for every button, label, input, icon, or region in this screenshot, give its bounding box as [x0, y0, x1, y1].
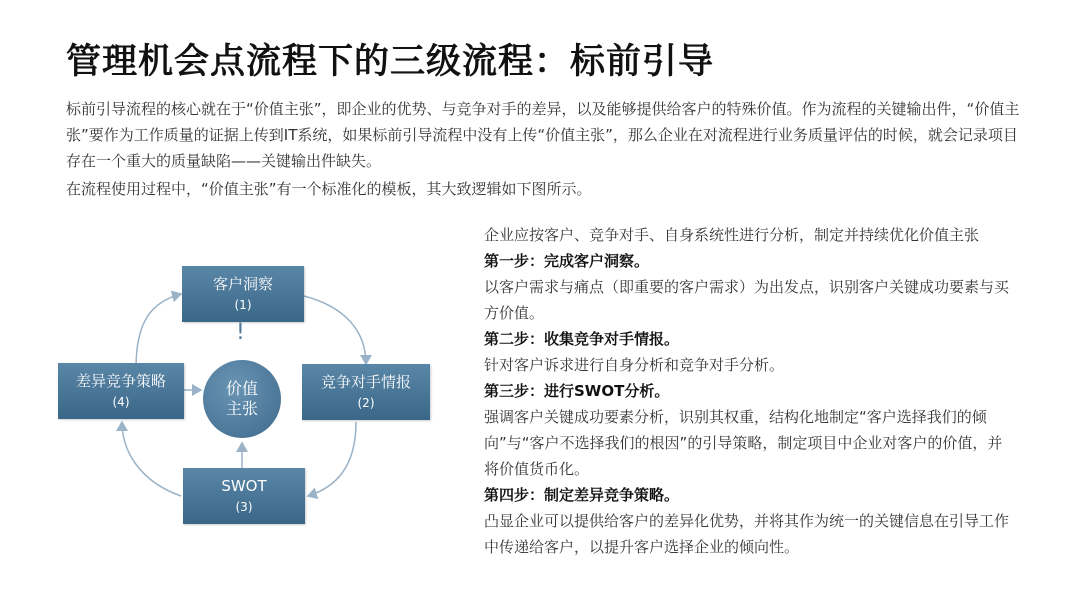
value-proposition-circle [203, 360, 281, 438]
step-4-text: 凸显企业可以提供给客户的差异化优势，并将其作为统一的关键信息在引导工作中传递给客户，以提升客户选择企业的倾向性。 [484, 512, 1010, 556]
arrow-1-to-2 [304, 296, 366, 364]
step-4-heading: 第四步：制定差异竞争策略。 [484, 486, 680, 504]
node-customer-insight [182, 266, 304, 322]
node-number: (2) [357, 396, 375, 410]
intro-paragraph: 在流程使用过程中，“价值主张”有一个标准化的模板，其大致逻辑如下图所示。 [66, 180, 592, 198]
node-swot [183, 468, 305, 524]
center-line-1: 价值 [225, 379, 258, 398]
node-number: (4) [112, 395, 130, 409]
steps-intro: 企业应按客户、竞争对手、自身系统性进行分析，制定并持续优化价值主张 [484, 226, 980, 244]
node-label: SWOT [221, 477, 267, 495]
step-1-text: 以客户需求与痛点（即重要的客户需求）为出发点，识别客户关键成功要素与买方价值。 [484, 278, 1010, 322]
node-number: (1) [234, 298, 252, 312]
intro-paragraph: 标前引导流程的核心就在于“价值主张”，即企业的优势、与竞争对手的差异，以及能够提供给客户的特殊价值。作为流程的关键输出件，“价值主张”要作为工作质量的证据上传到IT系统，如果标前引导流程中没有上传“价值主张”，那么企业在对流程进行业务质量评估的时候，就会记录项目存在一个重大的质量缺陷——关键输出件缺失。 [66, 100, 1020, 170]
arrow-4-to-1 [136, 294, 181, 368]
slide-title: 管理机会点流程下的三级流程：标前引导 [66, 42, 715, 82]
step-2-heading: 第二步：收集竞争对手情报。 [484, 330, 680, 348]
intro-text [66, 96, 1026, 202]
steps-panel [484, 222, 1014, 560]
center-line-2: 主张 [225, 399, 258, 418]
exclamation-mark: ! [236, 320, 245, 345]
node-label: 竞争对手情报 [320, 373, 411, 391]
arrow-2-to-3 [308, 422, 356, 496]
step-2-text: 针对客户诉求进行自身分析和竞争对手分析。 [484, 356, 785, 374]
step-3-heading: 第三步：进行SWOT分析。 [484, 382, 670, 400]
node-number: (3) [235, 500, 253, 514]
node-differentiation [58, 363, 184, 419]
node-competitor-intel [302, 364, 430, 420]
node-label: 差异竞争策略 [75, 372, 166, 390]
step-3-text: 强调客户关键成功要素分析，识别其权重，结构化地制定“客户选择我们的倾向”与“客户不选择我们的根因”的引导策略，制定项目中企业对客户的价值，并将价值货币化。 [484, 408, 1003, 478]
node-label: 客户洞察 [212, 275, 273, 293]
step-1-heading: 第一步：完成客户洞察。 [484, 252, 650, 270]
value-proposition-diagram [56, 262, 436, 527]
arrow-3-to-4 [122, 422, 181, 496]
